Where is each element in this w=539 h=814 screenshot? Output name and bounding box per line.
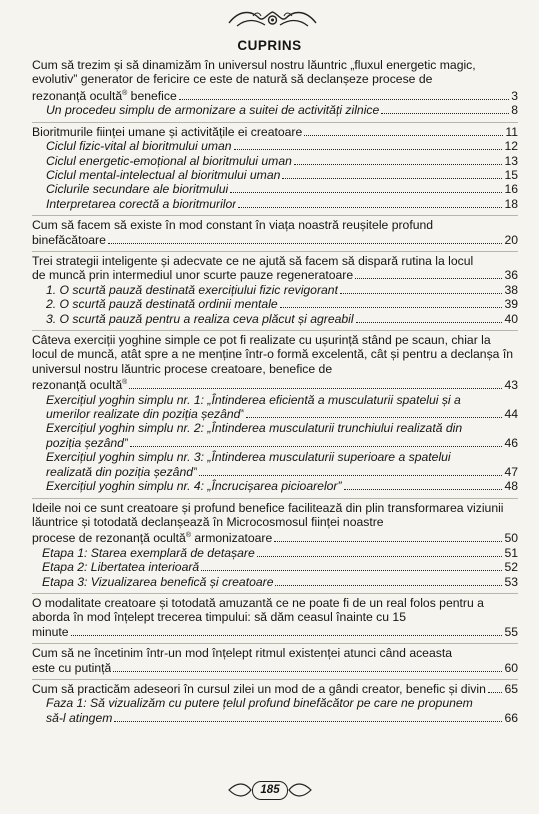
toc-entry [32,546,518,560]
toc-entry-title: Bioritmurile ființei umane și activitățile ei creatoare [32,124,303,139]
toc-page-number: 51 [504,545,518,560]
toc-entry [32,154,518,168]
toc-page-number: 38 [504,282,518,297]
page-number: 185 [252,781,288,800]
toc-entry-title: Ciclul energetic-emoțional al bioritmului uman [46,153,292,168]
toc-page-number: 11 [505,124,518,139]
toc-page-number: 53 [504,574,518,589]
toc-entry-text: Cum să ne încetinim într-un mod înțelept ritmul existenței atunci când aceasta [32,646,452,661]
toc-entry-title: Etapa 2: Libertatea interioară [42,560,200,575]
toc-entry-title: 2. O scurtă pauză destinată ordinii mentale [46,297,278,312]
toc-entry-title: poziția șezând” [46,435,128,450]
toc-entry-text: Ideile noi ce sunt creatoare și profund benefice facilitează din plin transformarea viziunii lăuntrice și totodată declanșează în Microcosmosul ființei noastre [32,500,504,529]
toc-page-number: 8 [511,103,518,118]
toc-page-number: 15 [504,167,518,182]
toc-entry-title: procese de rezonanță ocultă® armonizatoare [32,531,273,546]
toc-entry-text: Trei strategii inteligente și adecvate ce ne ajută să facem să dispară rutina la locul [32,253,474,268]
toc-entry [32,393,518,422]
toc-entry [32,197,518,211]
toc-entry-title: Etapa 3: Vizualizarea benefică și creatoare [42,574,274,589]
toc-page-number: 20 [504,232,518,247]
toc-entry [32,58,518,103]
toc-entry-title: Etapa 1: Starea exemplară de detașare [42,545,255,560]
toc-page-number: 44 [504,407,518,422]
dot-leader [282,178,502,179]
dot-leader [246,417,502,418]
toc-entry [32,479,518,493]
toc-entry-text: Exercițiul yoghin simplu nr. 3: „Întinderea musculaturii superioare a spatelui [46,450,451,465]
toc-page-number: 39 [504,297,518,312]
toc-entry-title: binefăcătoare [32,232,106,247]
dot-leader [179,99,509,100]
toc-page-number: 55 [504,624,518,639]
toc-entry [32,575,518,589]
toc-entry-title: Un procedeu simplu de armonizare a suitei de activități zilnice [46,103,380,118]
toc-entry [32,168,518,182]
dot-leader [274,541,502,542]
toc-entry [32,122,518,139]
toc-entry [32,450,518,479]
toc-entry [32,593,518,639]
dot-leader [294,164,503,165]
toc-entry-title: de muncă prin intermediul unor scurte pauze regeneratoare [32,268,354,283]
dot-leader [114,721,502,722]
toc-entry-text: Cum să trezim și să dinamizăm în universul nostru lăuntric „fluxul energetic magic, evolutiv” generator de fericire ce este de natură să declanșeze procese de [32,58,476,87]
toc-entry-title: 3. O scurtă pauză pentru a realiza ceva plăcut și agreabil [46,311,354,326]
toc-entry-title: este cu putință [32,660,112,675]
toc-entry-text: Cum să facem să existe în mod constant în viața noastră reușitele profund [32,218,434,233]
dot-leader [344,489,503,490]
toc-entry [32,182,518,196]
toc-entry-title: Ciclurile secundare ale bioritmului [46,182,229,197]
toc-entry [32,297,518,311]
dot-leader [201,570,502,571]
toc-entry [32,215,518,247]
dot-leader [356,322,503,323]
dot-leader [257,556,503,557]
toc-page-number: 36 [504,268,518,283]
toc-entry-title: rezonanță ocultă® benefice [32,88,177,103]
toc-entry [32,643,518,675]
dot-leader [304,135,503,136]
dot-leader [488,692,503,693]
dot-leader [199,475,502,476]
toc-entry-title: Cum să practicăm adeseori în cursul zilei un mod de a gândi creator, benefic și divin [32,682,486,697]
toc-entry [32,139,518,153]
toc-entry [32,696,518,725]
toc-entry [32,679,518,696]
toc-entry [32,312,518,326]
toc-page-number: 13 [504,153,518,168]
toc-page-number: 43 [504,378,518,393]
toc-page-number: 52 [504,560,518,575]
toc-entry-text: Câteva exerciții yoghine simple ce pot fi realizate cu ușurință stând pe scaun, chiar la locul de muncă, atât spre a ne menține într-o formă excelentă, cât și pentru a declanșa în universul nostru lăuntric procese creatoare, benefice de [32,332,513,376]
toc-entry-title: minute [32,624,69,639]
toc-page-number: 16 [504,182,518,197]
toc-page-number: 65 [504,682,518,697]
toc-entry [32,560,518,574]
toc-entry-title: umerilor realizate din poziția șezând” [46,407,245,422]
toc-entry-title: să-l atingem [46,710,113,725]
toc-page-number: 40 [504,311,518,326]
dot-leader [355,278,502,279]
toc-page-number: 12 [504,139,518,154]
toc-entry-text: Exercițiul yoghin simplu nr. 2: „Întinderea musculaturii trunchiului realizată din [46,421,463,436]
dot-leader [113,671,502,672]
toc-entry [32,283,518,297]
dot-leader [108,243,503,244]
toc-entry-text: Faza 1: Să vizualizăm cu putere țelul profund binefăcător pe care ne propunem [46,696,473,711]
toc-page-number: 66 [504,710,518,725]
toc-entry-text: O modalitate creatoare și totodată amuzantă ce ne poate fi de un real folos pentru a aborda în mod înțelept trecerea timpului: să dăm ceasul înainte cu 15 [32,596,484,625]
dot-leader [130,446,502,447]
toc-entry-title: Exercițiul yoghin simplu nr. 4: „Încrucișarea picioarelor” [46,479,342,494]
ornament-top-icon [225,6,320,32]
toc-entry [32,498,518,546]
toc-entry-title: Interpretarea corectă a bioritmurilor [46,196,237,211]
toc-page-number: 50 [504,531,518,546]
toc-page-number: 60 [504,660,518,675]
toc-page-number: 46 [504,435,518,450]
toc-entry [32,251,518,283]
toc-page-number: 3 [511,88,518,103]
dot-leader [275,585,502,586]
toc-entry-title: rezonanță ocultă® [32,378,128,393]
dot-leader [340,293,502,294]
toc-heading: CUPRINS [237,38,302,53]
dot-leader [129,388,502,389]
toc-entry-text: Exercițiul yoghin simplu nr. 1: „Întinderea eficientă a musculaturii spatelui și a [46,392,461,407]
toc-entry-title: realizată din poziția șezând” [46,464,198,479]
toc-page-number: 48 [504,479,518,494]
toc-entry-title: 1. O scurtă pauză destinată exercițiului fizic revigorant [46,282,338,297]
dot-leader [71,635,503,636]
table-of-contents [32,58,518,725]
toc-page-number: 47 [504,464,518,479]
toc-entry-title: Ciclul fizic-vital al bioritmului uman [46,139,232,154]
toc-entry [32,103,518,117]
dot-leader [230,192,502,193]
dot-leader [381,113,509,114]
dot-leader [234,149,503,150]
dot-leader [238,207,502,208]
dot-leader [280,307,503,308]
toc-entry [32,421,518,450]
toc-page-number: 18 [504,196,518,211]
toc-entry [32,330,518,393]
toc-entry-title: Ciclul mental-intelectual al bioritmului uman [46,167,281,182]
